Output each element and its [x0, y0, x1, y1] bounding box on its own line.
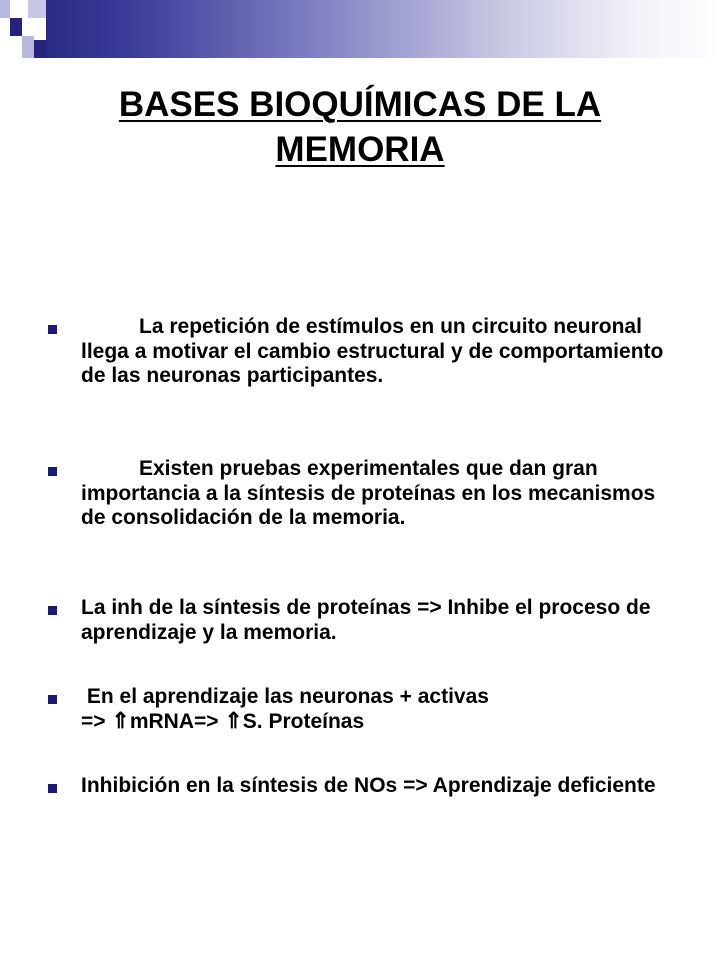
square-bullet-icon: [48, 784, 57, 793]
decor-square: [28, 0, 46, 18]
decor-square: [22, 36, 34, 58]
slide-title: [30, 82, 690, 172]
decor-square: [34, 40, 46, 58]
square-bullet-icon: [48, 467, 57, 476]
slide-title-line1: BASES BIOQUÍMICAS DE LA: [118, 85, 602, 124]
square-bullet-icon: [48, 606, 57, 615]
decor-square: [28, 58, 36, 76]
decor-square: [10, 18, 22, 36]
gradient-header-bar: [46, 0, 720, 58]
up-arrow-icon: ⇑: [111, 707, 130, 733]
header-decoration: [0, 0, 720, 80]
bullet-text: La inh de la síntesis de proteínas => Inhibe el proceso de aprendizaje y la memoria.: [81, 596, 657, 644]
bullet-text-line1: En el aprendizaje las neuronas + activas: [86, 685, 489, 708]
mrna-label: mRNA=>: [129, 709, 225, 733]
proteins-label: S. Proteínas: [242, 709, 365, 733]
square-bullet-icon: [48, 325, 57, 334]
bullet-text: Existen pruebas experimentales que dan gran importancia a la síntesis de proteínas en los mecanismos de consolidación de la memoria.: [81, 457, 662, 529]
slide-title-line2: MEMORIA: [275, 130, 445, 169]
arrow-prefix: =>: [81, 709, 112, 733]
square-bullet-icon: [48, 695, 57, 704]
up-arrow-icon: ⇑: [224, 707, 243, 733]
bullet-text: Inhibición en la síntesis de NOs => Aprendizaje deficiente: [81, 774, 656, 797]
decor-square: [0, 0, 10, 18]
bullet-text: La repetición de estímulos en un circuito neuronal llega a motivar el cambio estructural y de comportamiento de las neuronas participantes.: [81, 315, 670, 387]
